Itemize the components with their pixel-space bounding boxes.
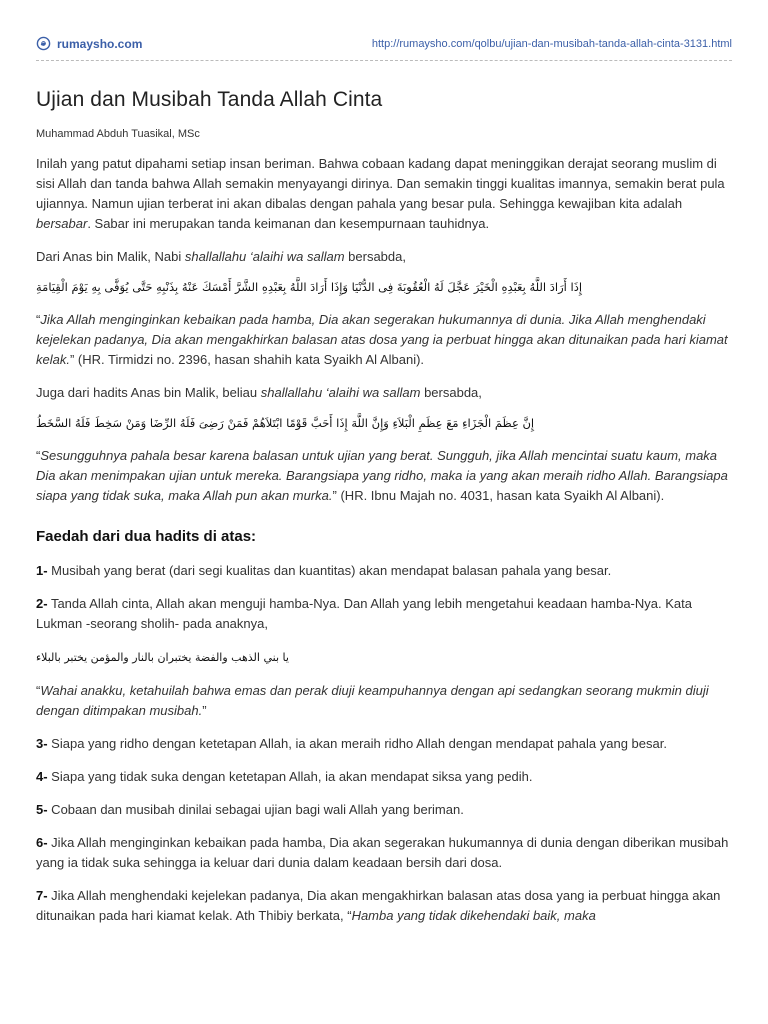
emphasis: Wahai anakku, ketahuilah bahwa emas dan perak diuji keampuhannya dengan api sedangkan seorang mukmin diuji dengan ditimpakan musibah. (36, 683, 709, 718)
article-author: Muhammad Abduh Tuasikal, MSc (36, 128, 200, 140)
quote-hadith-1 (36, 310, 732, 370)
item-text: Cobaan dan musibah dinilai sebagai ujian bagi wali Allah yang beriman. (47, 802, 464, 817)
paragraph-hadith-2-intro (36, 383, 732, 403)
quote-mark: ” (202, 703, 207, 718)
emphasis: Sesungguhnya pahala besar karena balasan untuk ujian yang berat. Sungguh, jika Allah mencintai suatu kaum, maka Dia akan menimpakan ujian untuk mereka. Barangsiapa yang ridho, maka ia yang akan meraih ridho Allah. Barangsiapa siapa yang tidak suka, maka Allah pun akan murka. (36, 448, 728, 503)
item-number: 2- (36, 596, 48, 611)
text: Inilah yang patut dipahami setiap insan beriman. Bahwa cobaan kadang dapat meninggikan derajat seorang muslim di sisi Allah dan tanda bahwa Allah semakin menyayangi dirinya. Dan semakin tinggi kualitas imannya, semakin berat pula ujiannya. Namun ujian terberat ini akan dibalas dengan pahala yang besar pula. Sehingga kewajiban kita adalah (36, 156, 725, 211)
text: ” (HR. Ibnu Majah no. 4031, hasan kata Syaikh Al Albani). (332, 488, 665, 503)
text: Juga dari hadits Anas bin Malik, beliau (36, 385, 261, 400)
emphasis: shallallahu ‘alaihi wa sallam (184, 249, 345, 264)
text: . Sabar ini merupakan tanda keimanan dan kesempurnaan tauhidnya. (87, 216, 490, 231)
list-item (36, 561, 732, 581)
article (36, 88, 732, 926)
site-name[interactable]: rumaysho.com (57, 36, 143, 51)
text: ” (HR. Tirmidzi no. 2396, hasan shahih kata Syaikh Al Albani). (69, 352, 425, 367)
item-number: 6- (36, 835, 48, 850)
text: bersabda, (420, 385, 482, 400)
list-item (36, 833, 732, 873)
article-title: Ujian dan Musibah Tanda Allah Cinta (36, 88, 383, 111)
arabic-hadith-1: إِذَا أَرَادَ اللَّهُ بِعَبْدِهِ الْخَيْرَ عَجَّلَ لَهُ الْعُقُوبَةَ فِى الدُّنْيَا وَإِذَا أَرَادَ اللَّهُ بِعَبْدِهِ الشَّرَّ أَمْسَكَ عَنْهُ بِذَنْبِهِ حَتَّى يُوَفَّى بِهِ يَوْمَ الْقِيَامَةِ (36, 280, 583, 294)
quote-mark: “ (36, 312, 41, 327)
site-logo[interactable] (36, 36, 142, 51)
list-item (36, 594, 732, 634)
item-text: Siapa yang tidak suka dengan ketetapan Allah, ia akan mendapat siksa yang pedih. (47, 769, 533, 784)
item-text: Musibah yang berat (dari segi kualitas dan kuantitas) akan mendapat balasan pahala yang besar. (47, 563, 612, 578)
list-item (36, 767, 732, 787)
item-number: 3- (36, 736, 48, 751)
emphasis: bersabar (36, 216, 88, 231)
quote-mark: “ (36, 683, 41, 698)
section-heading: Faedah dari dua hadits di atas: (36, 528, 257, 545)
quote-hadith-2 (36, 446, 732, 506)
paragraph-hadith-1-intro (36, 247, 732, 267)
item-text: Tanda Allah cinta, Allah akan menguji hamba-Nya. Dan Allah yang lebih mengetahui keadaan hamba-Nya. Kata Lukman -seorang sholih- pada anaknya, (36, 596, 692, 631)
item-text: Jika Allah menghendaki kejelekan padanya, Dia akan mengakhirkan balasan atas dosa yang ia perbuat hingga akan ditunaikan pada hari kiamat kelak. Ath Thibiy berkata, “ (36, 888, 721, 923)
globe-icon (36, 36, 51, 51)
list-item (36, 886, 732, 926)
text: Dari Anas bin Malik, Nabi (36, 249, 185, 264)
item-number: 5- (36, 802, 48, 817)
list-item (36, 734, 732, 754)
item-text: Siapa yang ridho dengan ketetapan Allah, ia akan meraih ridho Allah dengan mendapat pahala yang besar. (47, 736, 667, 751)
quote-mark: “ (36, 448, 41, 463)
arabic-quote-lukman: يا بني الذهب والفضة يختبران بالنار والمؤمن يختبر بالبلاء (36, 651, 289, 664)
page-url[interactable]: http://rumaysho.com/qolbu/ujian-dan-musibah-tanda-allah-cinta-3131.html (371, 38, 732, 50)
item-number: 1- (36, 563, 48, 578)
page-header (36, 36, 732, 56)
paragraph-intro (36, 154, 732, 234)
arabic-hadith-2: إِنَّ عِظَمَ الْجَزَاءِ مَعَ عِظَمِ الْبَلاَءِ وَإِنَّ اللَّهَ إِذَا أَحَبَّ قَوْمًا ابْتَلاَهُمْ فَمَنْ رَضِىَ فَلَهُ الرِّضَا وَمَنْ سَخِطَ فَلَهُ السَّخَطُ (36, 416, 535, 430)
item-number: 7- (36, 888, 48, 903)
emphasis: Jika Allah menginginkan kebaikan pada hamba, Dia akan segerakan hukumannya di dunia. Jika Allah menghendaki kejelekan padanya, Dia akan mengakhirkan balasan atas dosa yang ia perbuat hingga akan ditunaikan pada hari kiamat kelak. (36, 312, 728, 367)
quote-lukman (36, 681, 732, 721)
emphasis: shallallahu ‘alaihi wa sallam (260, 385, 421, 400)
item-text: Jika Allah menginginkan kebaikan pada hamba, Dia akan segerakan hukumannya di dunia dengan diberikan musibah yang ia tidak suka sehingga ia keluar dari dunia dalam keadaan bersih dari dosa. (36, 835, 729, 870)
text: bersabda, (344, 249, 406, 264)
list-item (36, 800, 732, 820)
item-number: 4- (36, 769, 48, 784)
header-divider (36, 60, 732, 61)
emphasis: Hamba yang tidak dikehendaki baik, maka (351, 908, 596, 923)
